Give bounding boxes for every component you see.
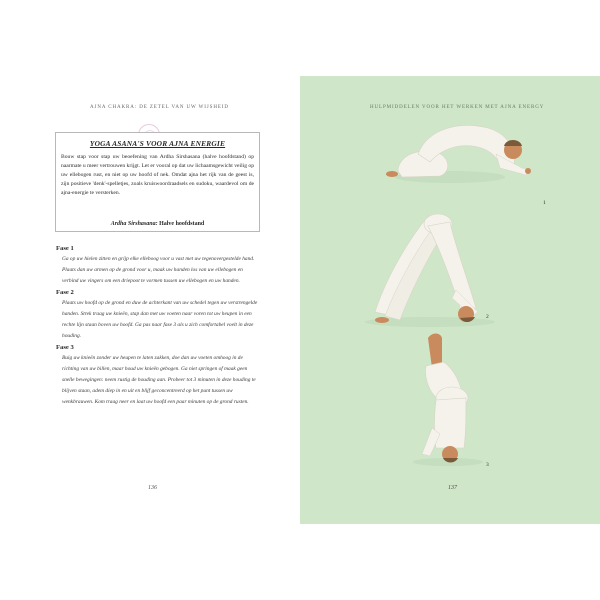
box-body: Bouw stap voor stap uw beoefening van Ardha Sirshasana (halve hoofdstand) op naarmate u meer vertrouwen krijgt. Let er vooral op dat uw lichaamsgewicht veilig op uw ellebogen rust, en niet op uw hoofd of nek. Omdat ajna het rijk van de geest is, zijn positieve 'denk'-spelletjes, zoals kruiswoordraadsels en sudoku, waardevol om de ajna-energie te versterken. [61,154,254,197]
phase-text: Buig uw knieën zonder uw heupen te laten zakken, doe dan uw voeten omhoog in de richting van uw billen, maar houd uw knieën gebogen. Ga niet springen of maak geen snelle bewegingen: neem rustig de houding aan. Probeer tot 3 minuten in deze houding te blijven staan, adem diep in en uit en blijf geconcentreerd op het punt tussen uw wenkbrauwen. Kom traag neer en laat uw hoofd een paar minuten op de grond rusten. [62,355,256,405]
book-spread [0,76,600,524]
left-page-number: 136 [148,485,157,491]
left-page [0,76,300,524]
subtitle-dutch: Halve hoofdstand [159,221,205,227]
figure-1-illustration [386,125,531,183]
phase-text: Ga op uw hielen zitten en grijp elke elleboog voor u vast met uw tegenovergestelde hand. Plaats dan uw armen op de grond voor u, maak uw handen los van uw ellebogen en verbind uw vingers om een driepoot te vormen tussen uw ellebogen en uw handen. [62,256,255,284]
phase-text: Plaats uw hoofd op de grond en duw de achterkant van uw schedel tegen uw verstrengelde handen. Strek traag uw knieën, stap dan met uw voeten naar voren tot uw heupen in een rechte lijn staan boven uw hoofd. Ga pas naar fase 3 als u zich comfortabel voelt in deze houding. [62,300,258,339]
phase-title: Fase 3 [56,344,74,351]
subtitle-sanskrit: Ardha Sirshasana: [110,221,158,227]
right-running-head: HULPMIDDELEN VOOR HET WERKEN MET AJNA ENERGY [370,105,545,110]
box-title: YOGA ASANA'S VOOR AJNA ENERGIE [89,139,226,148]
figure-label-2: 2 [486,314,489,320]
phase-title: Fase 1 [56,245,74,252]
box-subtitle [56,221,259,227]
left-running-head: AJNA CHAKRA: DE ZETEL VAN UW WIJSHEID [90,105,229,110]
figure-label-3: 3 [486,462,489,468]
headstand-figures [300,76,600,524]
right-page-number: 137 [448,485,457,491]
right-page [300,76,600,524]
figure-2-illustration [365,214,495,327]
figure-label-1: 1 [543,200,546,206]
figure-3-illustration [413,334,483,467]
phases-list [56,244,260,409]
phase-title: Fase 2 [56,289,74,296]
intro-box [55,132,260,232]
